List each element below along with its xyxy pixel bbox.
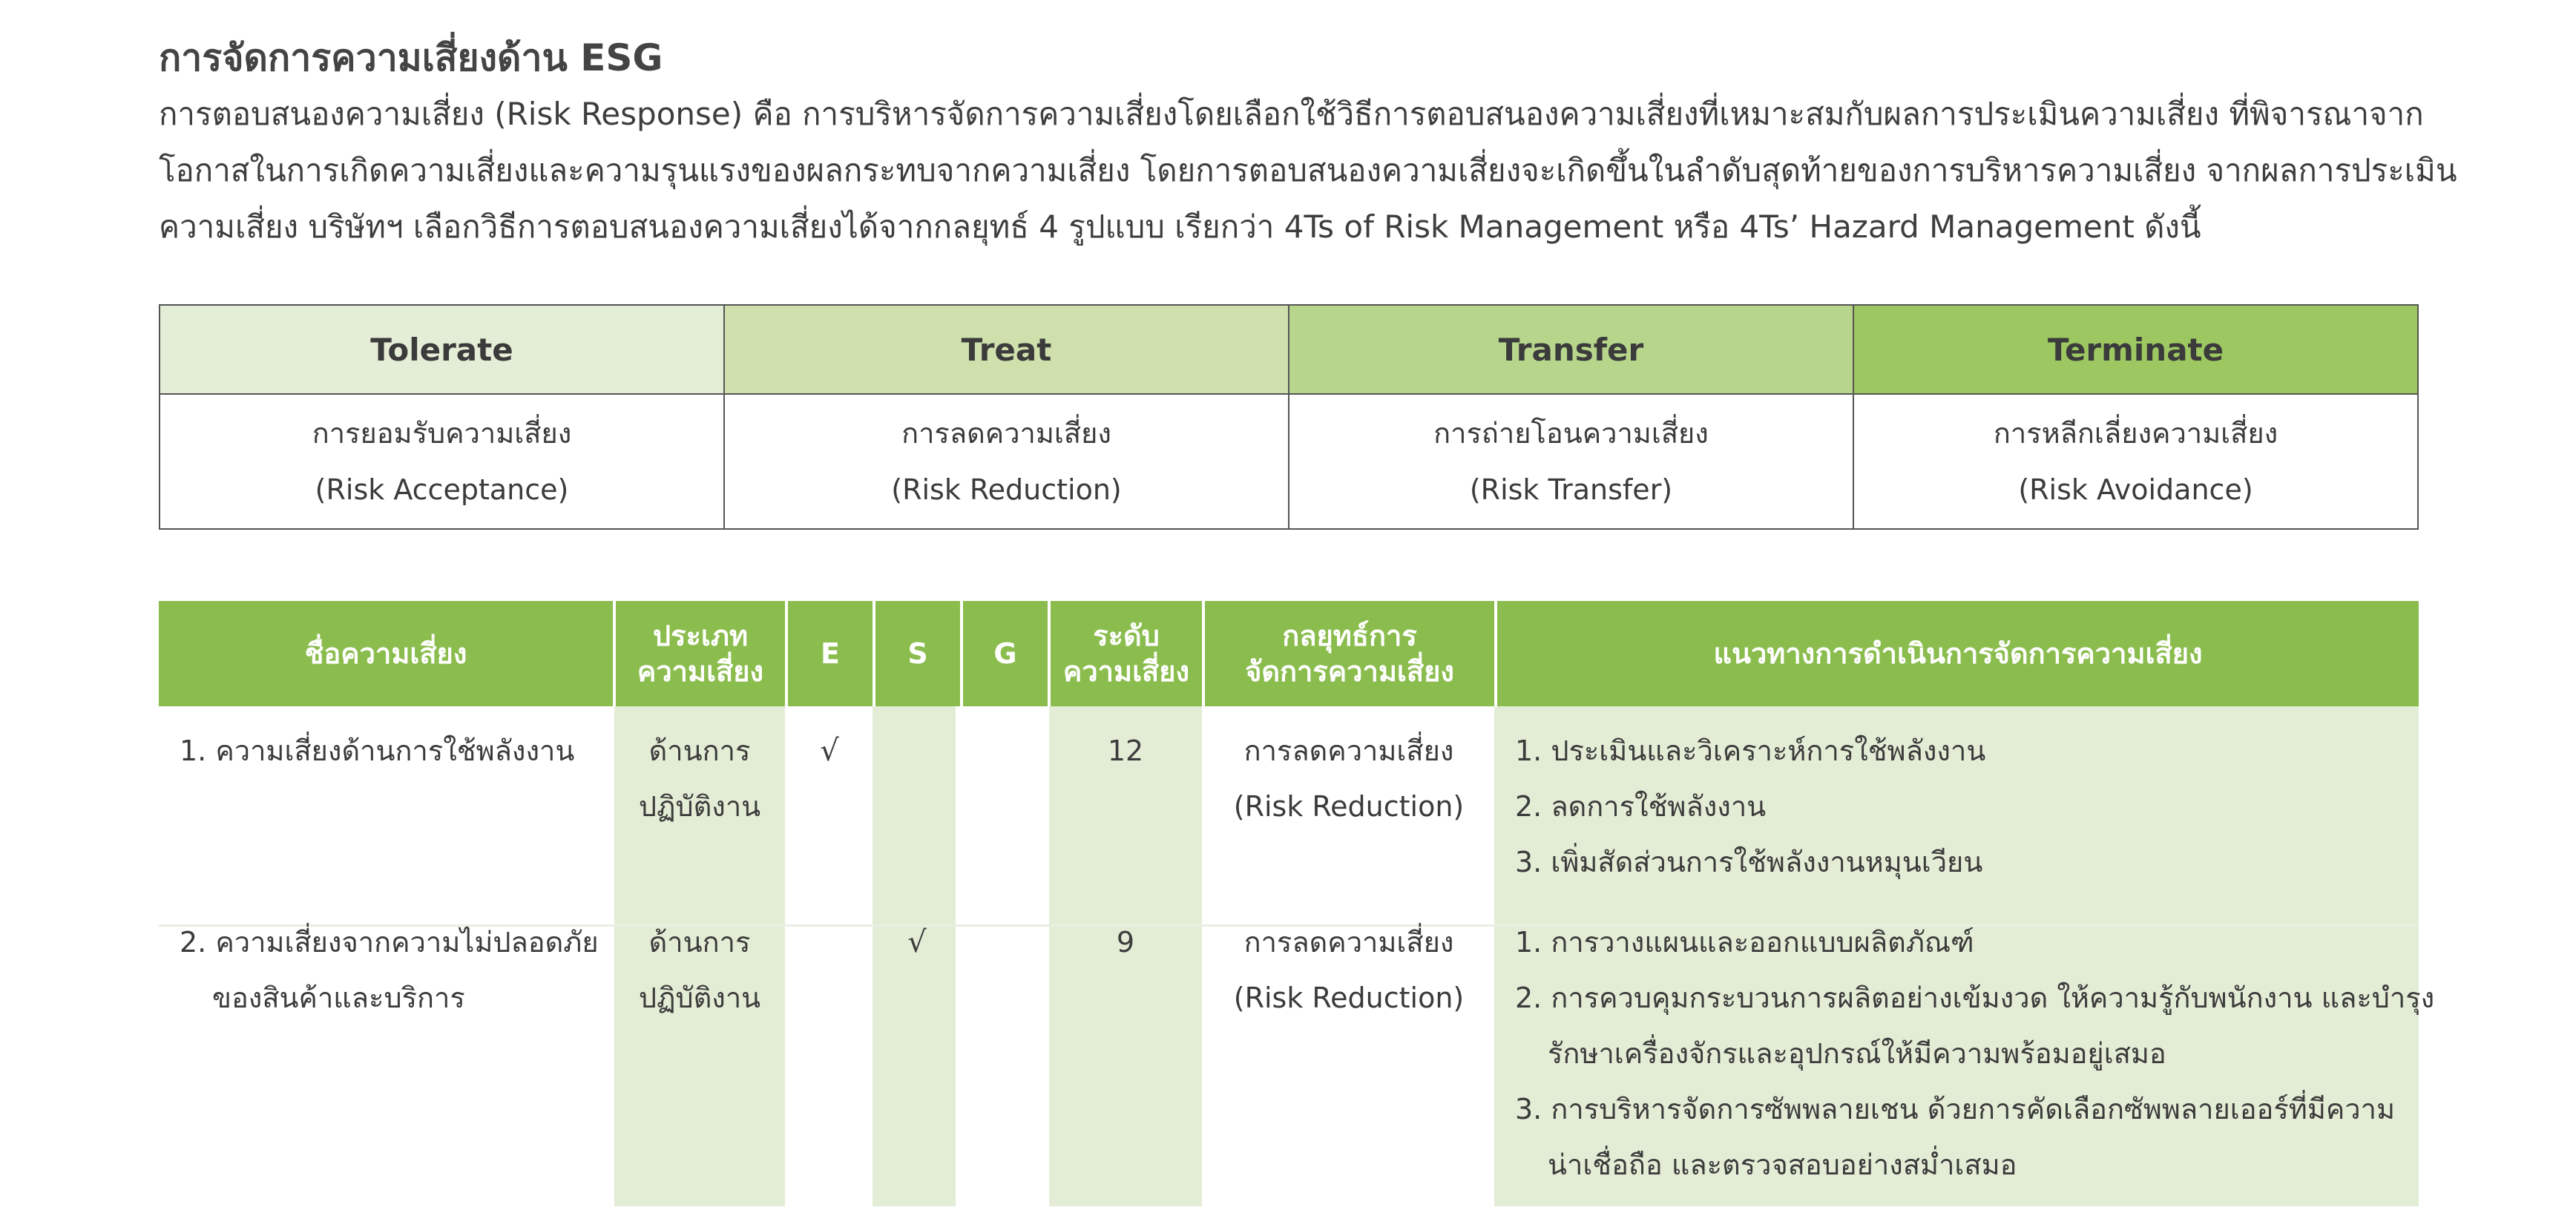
intro-paragraph	[159, 86, 2457, 255]
approach-item: 3. การบริหารจัดการซัพพลายเชน ด้วยการคัดเลือกซัพพลายเออร์ที่มีความ	[1515, 1093, 2396, 1125]
risk-type-cell	[614, 915, 785, 1026]
risk-level-value: 12	[1107, 734, 1144, 767]
approach-item: 1. การวางแผนและออกแบบผลิตภัณฑ์	[1515, 926, 1974, 959]
four-ts-body-row	[160, 394, 2418, 529]
risk-type-line: ด้านการ	[648, 734, 751, 767]
header-s: S	[907, 637, 928, 670]
transfer-english: (Risk Transfer)	[1469, 473, 1673, 506]
header-risk-type-line1: ประเภท	[652, 619, 749, 652]
risk-name-cell	[180, 723, 574, 779]
terminate-thai: การหลีกเลี่ยงความเสี่ยง	[1993, 417, 2278, 450]
transfer-cell	[1289, 394, 1853, 529]
transfer-header: Transfer	[1289, 305, 1853, 394]
risk-type-cell	[614, 723, 785, 835]
header-g: G	[993, 637, 1017, 670]
tolerate-cell	[160, 394, 724, 529]
four-ts-table	[159, 304, 2419, 530]
esg-risk-page	[159, 30, 2457, 1181]
approach-item: รักษาเครื่องจักรและอุปกรณ์ให้มีความพร้อมอยู่เสมอ	[1548, 1037, 2166, 1070]
header-strategy-line2: จัดการความเสี่ยง	[1245, 655, 1454, 688]
risk-name-line: 2. ความเสี่ยงจากความไม่ปลอดภัย	[180, 926, 599, 959]
strategy-cell	[1203, 915, 1494, 1026]
header-strategy-line1: กลยุทธ์การ	[1282, 619, 1417, 652]
strategy-thai: การลดความเสี่ยง	[1243, 734, 1454, 767]
risk-level-value: 9	[1116, 926, 1135, 959]
header-risk-level-line1: ระดับ	[1093, 619, 1160, 652]
header-risk-type	[616, 601, 785, 706]
treat-english: (Risk Reduction)	[891, 473, 1122, 506]
terminate-header: Terminate	[1853, 305, 2418, 394]
e-check-mark: √	[820, 734, 839, 768]
treat-header: Treat	[724, 305, 1289, 394]
tolerate-english: (Risk Acceptance)	[315, 473, 569, 506]
header-risk-level-line2: ความเสี่ยง	[1062, 655, 1190, 688]
intro-line: ความเสี่ยง บริษัทฯ เลือกวิธีการตอบสนองความเสี่ยงได้จากกลยุทธ์ 4 รูปแบบ เรียกว่า 4Ts of Risk Management หรือ 4Ts’ Hazard Management ดังนี้	[159, 208, 2201, 245]
header-approach: แนวทางการดำเนินการจัดการความเสี่ยง	[1713, 637, 2203, 670]
four-ts-header-row	[160, 305, 2418, 394]
approach-item: น่าเชื่อถือ และตรวจสอบอย่างสม่ำเสมอ	[1548, 1148, 2017, 1181]
s-check-mark: √	[907, 925, 927, 959]
strategy-english: (Risk Reduction)	[1233, 982, 1465, 1014]
strategy-cell	[1203, 723, 1494, 835]
page-title: การจัดการความเสี่ยงด้าน ESG	[159, 36, 663, 79]
risk-type-line: ด้านการ	[648, 926, 751, 959]
header-strategy	[1205, 601, 1494, 706]
risk-name-cell	[180, 915, 599, 1026]
intro-line: โอกาสในการเกิดความเสี่ยงและความรุนแรงของผลกระทบจากความเสี่ยง โดยการตอบสนองความเสี่ยงจะเกิดขึ้นในลำดับสุดท้ายของการบริหารความเสี่ยง จากผลการประเมิน	[159, 152, 2457, 188]
strategy-english: (Risk Reduction)	[1233, 790, 1465, 823]
header-e: E	[821, 637, 840, 670]
risk-name-line: 1. ความเสี่ยงด้านการใช้พลังงาน	[180, 734, 575, 767]
approach-item: 1. ประเมินและวิเคราะห์การใช้พลังงาน	[1515, 734, 1986, 767]
header-risk-level	[1051, 601, 1202, 706]
intro-line: การตอบสนองความเสี่ยง (Risk Response) คือ การบริหารจัดการความเสี่ยงโดยเลือกใช้วิธีการตอบสนองความเสี่ยงที่เหมาะสมกับผลการประเมินความเสี่ยง ที่พิจารณาจาก	[159, 96, 2424, 132]
approach-cell	[1515, 915, 2434, 1193]
header-risk-name: ชื่อความเสี่ยง	[304, 637, 467, 670]
approach-item: 3. เพิ่มสัดส่วนการใช้พลังงานหมุนเวียน	[1515, 846, 1983, 878]
terminate-english: (Risk Avoidance)	[2018, 473, 2253, 506]
approach-cell	[1515, 723, 1985, 890]
transfer-thai: การถ่ายโอนความเสี่ยง	[1433, 417, 1709, 450]
risk-name-line: ของสินค้าและบริการ	[212, 982, 465, 1014]
treat-cell	[724, 394, 1289, 529]
tolerate-thai: การยอมรับความเสี่ยง	[312, 417, 572, 450]
risk-type-line: ปฏิบัติงาน	[638, 790, 761, 823]
approach-item: 2. ลดการใช้พลังงาน	[1515, 790, 1767, 823]
terminate-cell	[1853, 394, 2418, 529]
treat-thai: การลดความเสี่ยง	[901, 417, 1111, 450]
strategy-thai: การลดความเสี่ยง	[1243, 926, 1454, 959]
header-risk-type-line2: ความเสี่ยง	[637, 655, 764, 688]
approach-item: 2. การควบคุมกระบวนการผลิตอย่างเข้มงวด ให้ความรู้กับพนักงาน และบำรุง	[1515, 982, 2435, 1014]
risk-type-line: ปฏิบัติงาน	[638, 982, 761, 1014]
tolerate-header: Tolerate	[160, 305, 724, 394]
